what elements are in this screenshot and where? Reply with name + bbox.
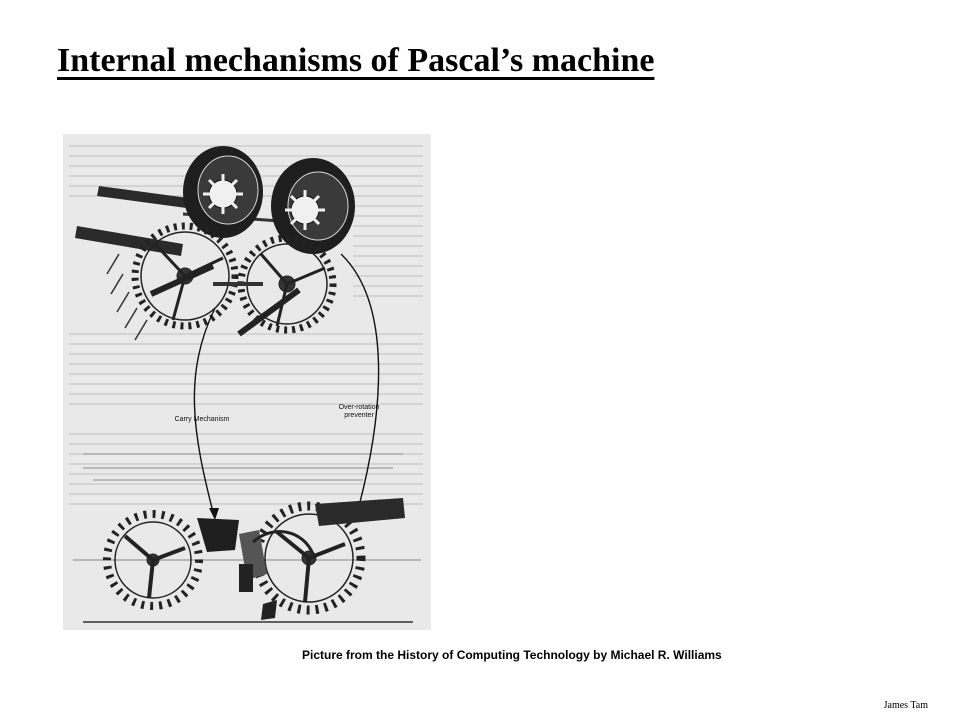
image-caption: Picture from the History of Computing Technology by Michael R. Williams [302, 648, 722, 662]
slide-title: Internal mechanisms of Pascal’s machine [57, 42, 655, 79]
author-credit: James Tam [883, 700, 928, 711]
mechanism-illustration [63, 134, 431, 630]
carry-mechanism-label: Carry Mechanism [174, 416, 230, 423]
over-rotation-preventer-label: Over-rotation preventer [338, 404, 380, 419]
